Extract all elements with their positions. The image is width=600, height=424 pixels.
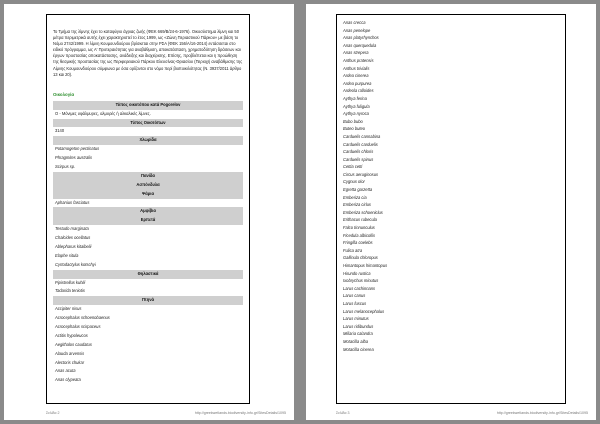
species-list-item: Egretta garzetta [343, 187, 373, 193]
table-row: Elaphe situla [55, 252, 79, 258]
page-number: Σελίδα 2 [46, 411, 60, 415]
species-list-item: Aythya nyroca [343, 111, 369, 117]
table-section-header: Χλωρίδα [53, 136, 243, 145]
species-list-item: Larus fuscus [343, 300, 367, 306]
species-list-item: Anas platyrhynchos [343, 35, 379, 41]
species-list-item: Cygnus olor [343, 179, 365, 185]
species-list-item: Ardea purpurea [343, 80, 372, 86]
species-list-item: Larus ridibundus [343, 323, 374, 329]
table-row: 3140 [55, 128, 65, 134]
species-list-item: Anthus trivialis [343, 65, 370, 71]
table-section-header: Ασπόνδυλα [53, 181, 243, 190]
table-row: Tadarida teniotis [55, 288, 85, 294]
species-list-item: Anas crecca [343, 20, 366, 25]
species-list-item: Anas strepera [343, 50, 369, 56]
table-row: Actitis hypoleucos [55, 332, 88, 338]
species-list-item: Fringilla coelebs [343, 240, 373, 246]
species-list-item: Carduelis carduelis [343, 141, 378, 147]
table-section-header: Θηλαστικά [53, 270, 243, 279]
table-row: Acrocephalus schoenobaenus [55, 315, 110, 321]
species-list-item: Ficedula albicollis [343, 232, 376, 238]
table-row: Anas acuta [55, 368, 76, 374]
species-list-item: Carduelis cannabina [343, 133, 381, 139]
species-list-item: Larus cachinnans [343, 285, 376, 291]
species-list-item: Carduelis chloris [343, 149, 374, 155]
table-section-header: Τύπος οικοτόπου κατά Pogorelov [53, 101, 243, 110]
table-row: Alauda arvensis [55, 350, 85, 356]
page-url: http://greekwetlands.biodiversity-info.gr/SitesDetails/1095 [496, 411, 588, 415]
species-list-item: Miliaria calandra [343, 331, 373, 337]
table-row: Cyrtodactylus kotschyi [55, 261, 96, 267]
table-row: Scirpus sp. [55, 163, 76, 169]
table-row: Anas clypeata [55, 377, 81, 383]
species-list-item: Ardeola ralloides [343, 88, 374, 94]
species-list-item: Himantopus himantopus [343, 263, 388, 268]
species-list-item: Anthus pratensis [343, 57, 374, 63]
species-list-item: Carduelis spinus [343, 156, 374, 162]
species-list-item: Motacilla cinerea [343, 346, 374, 352]
document-page-left [4, 4, 294, 420]
page-content-frame [336, 14, 566, 404]
protection-status-paragraph: Το Τμήμα της λίμνης έχει το καταφύγιο άγριας ζωής (ΦΕΚ 669/Β/24-6-1976). Οικοσύστημα λίμνη και 50 μέτρα περιμετρικά αυτής έχει χαρακτηριστεί το έτος 1999, ως «Ζώνη Περιαστικού Πάρκου» με βάση το Νόμο 2742/1999. Η λίμνη Κουμουνδούρου βρίσκεται στην ΡΣΑ (ΦΕΚ 156/Α/16-2014) εντάσσεται στο ειδικό πρόγραμμα, ως Α' Προτεραιότητας για αναβάθμιση, αποκατάσταση, χρηματοδότηση δράσεων και έργων προστασίας αποκατάστασης, ανάδειξης και διαχείρισης. Επίσης, προβλέπεται και η προώθηση της θεσμικής προστασίας της ως Περιφερειακού Πάρκου Ελευσίνας-Θριασίου (Περιοχή αναβάθμισης της Λίμνης Κουμουνδούρου σύμφωνα με όσα ορίζονται στο νόμο περί βιοποικιλότητας (Ν. 3937/2011 άρθρο 13 και 20). [53, 29, 243, 77]
table-row: Aegithalos caudatus [55, 341, 92, 347]
table-row: Potamogeton pectinatus [55, 146, 100, 152]
ecology-table [53, 101, 243, 386]
species-list-item: Ixobrychus minutus [343, 278, 379, 284]
table-section-header: Πτηνά [53, 296, 243, 305]
species-list-item: Anas querquedula [343, 42, 377, 48]
table-row: Aphanius fasciatus [55, 199, 90, 205]
table-row: Accipiter nisus [55, 306, 82, 312]
species-list-item: Circus aeruginosus [343, 171, 379, 177]
table-section-header: Ερπετά [53, 216, 243, 225]
species-list-item: Cettia cetti [343, 164, 363, 170]
species-list-item: Buteo buteo [343, 126, 366, 132]
table-section-header: Τύπος Οικοτόπων [53, 119, 243, 128]
species-list-item: Hirundo rustica [343, 270, 371, 276]
table-row: Chalcides ocellatus [55, 235, 91, 241]
ecology-heading: Οικολογία [53, 91, 75, 97]
species-list-item: Aythya ferina [343, 95, 367, 101]
species-list-item: Larus canus [343, 293, 366, 299]
species-list-item: Motacilla alba [343, 338, 369, 344]
species-list-item: Emberiza cia [343, 194, 367, 200]
species-list-item: Erithacus rubecula [343, 217, 377, 223]
species-list-item: Larus melanocephalus [343, 308, 385, 314]
document-page-right [306, 4, 596, 420]
table-section-header: Αμφίβια [53, 207, 243, 216]
table-row: Testudo marginata [55, 226, 89, 232]
table-row: Alectoris chukar [55, 359, 85, 365]
species-list-item: Gallinula chloropus [343, 255, 378, 261]
species-list-item: Anas penelope [343, 27, 371, 33]
table-row: Acrocephalus scirpaceus [55, 324, 101, 330]
page-url: http://greekwetlands.biodiversity-info.gr/SitesDetails/1095 [194, 411, 286, 415]
species-list-item: Emberiza cirlus [343, 202, 371, 208]
table-section-header: Πανίδα [53, 172, 243, 181]
species-list-item: Bubo bubo [343, 118, 363, 124]
species-list-item: Falco tinnunculus [343, 225, 375, 231]
page-content-frame [46, 14, 250, 404]
species-list-item: Larus minutus [343, 316, 369, 322]
table-row: Ablepharus kitaibelii [55, 244, 92, 249]
table-section-header: Ψάρια [53, 190, 243, 199]
species-list-item: Emberiza schoeniclus [343, 209, 383, 215]
table-row: Pipistrellus kuhlii [55, 279, 86, 285]
page-number: Σελίδα 3 [336, 411, 350, 415]
species-list-item: Fulica atra [343, 247, 363, 253]
table-row: Phragmites australis [55, 155, 93, 161]
bird-species-list [343, 19, 559, 353]
species-list-item: Aythya fuligula [343, 103, 370, 109]
species-list-item: Ardea cinerea [343, 73, 369, 79]
table-row: Ο - Μόνιμες υφάλμυρες, αλμυρές ή αλκαλικές λίμνες. [55, 110, 151, 116]
